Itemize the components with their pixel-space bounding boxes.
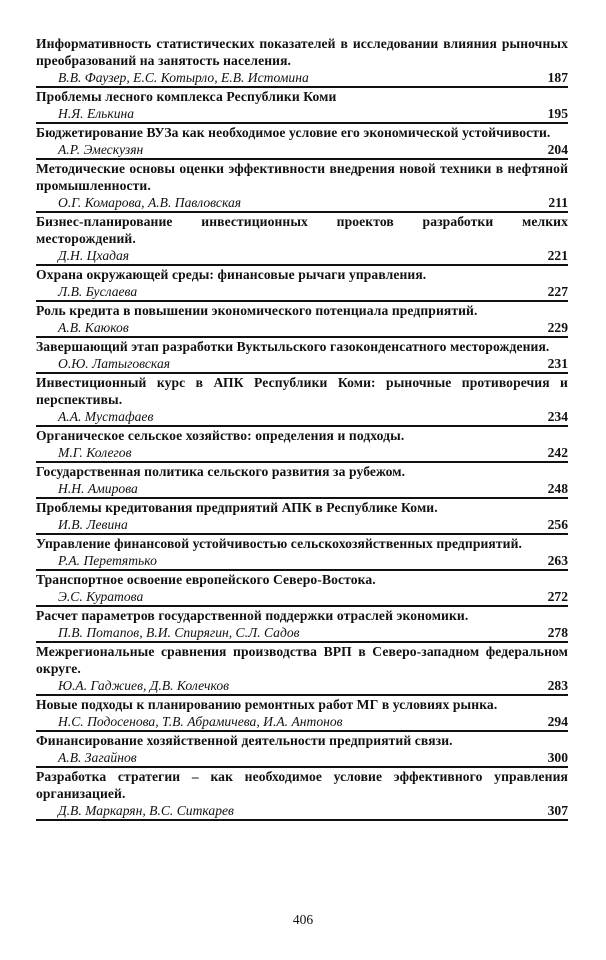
entry-title: Бизнес-планирование инвестиционных проектов разработки мелких месторождений.: [36, 214, 568, 246]
entry-authors: Л.В. Буслаева: [58, 284, 138, 299]
entry-title: Управление финансовой устойчивостью сельскохозяйственных предприятий.: [36, 536, 523, 551]
toc-entry: [36, 499, 568, 535]
entry-title: Охрана окружающей среды: финансовые рычаги управления.: [36, 267, 427, 282]
entry-author-row: [36, 480, 568, 499]
toc-entry: [36, 463, 568, 499]
entry-title: Бюджетирование ВУЗа как необходимое условие его экономической устойчивости.: [36, 125, 551, 140]
entry-author-row: [36, 677, 568, 696]
entry-page: 263: [547, 553, 568, 568]
entry-page: 187: [547, 70, 568, 85]
entry-title: Инвестиционный курс в АПК Республики Коми: рыночные противоречия и перспективы.: [36, 375, 568, 407]
toc-entry: [36, 160, 568, 213]
entry-page: 248: [547, 481, 568, 496]
entry-title: Государственная политика сельского развития за рубежом.: [36, 464, 406, 479]
entry-authors: П.В. Потапов, В.И. Спирягин, С.Л. Садов: [58, 625, 300, 640]
entry-page: 195: [547, 106, 568, 121]
entry-authors: А.В. Загайнов: [58, 750, 137, 765]
entry-authors: А.В. Каюков: [58, 320, 129, 335]
toc-entry: [36, 768, 568, 821]
toc-entry: [36, 213, 568, 266]
entry-authors: О.Ю. Латыговская: [58, 356, 171, 371]
entry-title: Разработка стратегии – как необходимое условие эффективного управления организацией.: [36, 769, 568, 801]
table-of-contents: [36, 35, 568, 821]
entry-author-row: [36, 749, 568, 768]
entry-author-row: [36, 408, 568, 427]
entry-authors: В.В. Фаузер, Е.С. Котырло, Е.В. Истомина: [58, 70, 309, 85]
entry-page: 234: [547, 409, 568, 424]
entry-page: 221: [547, 248, 568, 263]
toc-entry: [36, 124, 568, 160]
entry-page: 272: [547, 589, 568, 604]
entry-page: 204: [547, 142, 568, 157]
entry-page: 283: [547, 678, 568, 693]
entry-title: Транспортное освоение европейского Северо-Востока.: [36, 572, 376, 587]
entry-page: 294: [547, 714, 568, 729]
toc-entry: [36, 696, 568, 732]
entry-authors: И.В. Левина: [58, 517, 128, 532]
entry-author-row: [36, 283, 568, 302]
entry-page: 278: [547, 625, 568, 640]
entry-author-row: [36, 588, 568, 607]
entry-page: 256: [547, 517, 568, 532]
entry-title: Завершающий этап разработки Вуктыльского газоконденсатного месторождения.: [36, 339, 550, 354]
entry-authors: О.Г. Комарова, А.В. Павловская: [58, 195, 242, 210]
toc-entry: [36, 338, 568, 374]
entry-authors: Ю.А. Гаджиев, Д.В. Колечков: [58, 678, 230, 693]
toc-entry: [36, 571, 568, 607]
entry-authors: А.А. Мустафаев: [58, 409, 154, 424]
entry-authors: Д.В. Маркарян, В.С. Ситкарев: [58, 803, 234, 818]
entry-authors: Н.Я. Елькина: [58, 106, 135, 121]
entry-author-row: [36, 319, 568, 338]
entry-page: 227: [547, 284, 568, 299]
entry-authors: Д.Н. Цхадая: [58, 248, 130, 263]
entry-author-row: [36, 516, 568, 535]
toc-entry: [36, 732, 568, 768]
toc-entry: [36, 266, 568, 302]
toc-entry: [36, 427, 568, 463]
entry-authors: Н.С. Подосенова, Т.В. Абрамичева, И.А. Антонов: [58, 714, 343, 729]
entry-title: Расчет параметров государственной поддержки отраслей экономики.: [36, 608, 469, 623]
entry-title: Проблемы кредитования предприятий АПК в Республике Коми.: [36, 500, 438, 515]
entry-author-row: [36, 105, 568, 124]
entry-page: 229: [547, 320, 568, 335]
toc-entry: [36, 35, 568, 88]
toc-entry: [36, 374, 568, 427]
entry-author-row: [36, 247, 568, 266]
entry-author-row: [36, 552, 568, 571]
entry-authors: М.Г. Колегов: [58, 445, 132, 460]
entry-title: Межрегиональные сравнения производства ВРП в Северо-западном федеральном округе.: [36, 644, 568, 676]
entry-page: 211: [548, 195, 568, 210]
toc-entry: [36, 535, 568, 571]
toc-entry: [36, 302, 568, 338]
entry-author-row: [36, 355, 568, 374]
entry-author-row: [36, 194, 568, 213]
entry-authors: Н.Н. Амирова: [58, 481, 138, 496]
entry-page: 231: [547, 356, 568, 371]
entry-title: Органическое сельское хозяйство: определения и подходы.: [36, 428, 405, 443]
toc-entry: [36, 88, 568, 124]
entry-page: 307: [547, 803, 568, 818]
entry-author-row: [36, 141, 568, 160]
entry-authors: Э.С. Куратова: [58, 589, 144, 604]
toc-entry: [36, 643, 568, 696]
entry-title: Финансирование хозяйственной деятельности предприятий связи.: [36, 733, 453, 748]
entry-title: Новые подходы к планированию ремонтных работ МГ в условиях рынка.: [36, 697, 498, 712]
toc-entry: [36, 607, 568, 643]
entry-authors: Р.А. Перетятько: [58, 553, 157, 568]
entry-title: Роль кредита в повышении экономического потенциала предприятий.: [36, 303, 478, 318]
entry-author-row: [36, 444, 568, 463]
entry-author-row: [36, 69, 568, 88]
entry-title: Проблемы лесного комплекса Республики Коми: [36, 89, 337, 104]
entry-author-row: [36, 624, 568, 643]
entry-title: Информативность статистических показателей в исследовании влияния рыночных преобразований на занятость населения.: [36, 36, 568, 68]
entry-author-row: [36, 713, 568, 732]
entry-author-row: [36, 802, 568, 821]
entry-page: 300: [547, 750, 568, 765]
entry-authors: А.Р. Эмескузян: [58, 142, 144, 157]
entry-page: 242: [547, 445, 568, 460]
entry-title: Методические основы оценки эффективности внедрения новой техники в нефтяной промышленности.: [36, 161, 568, 193]
page-number: 406: [292, 912, 314, 927]
